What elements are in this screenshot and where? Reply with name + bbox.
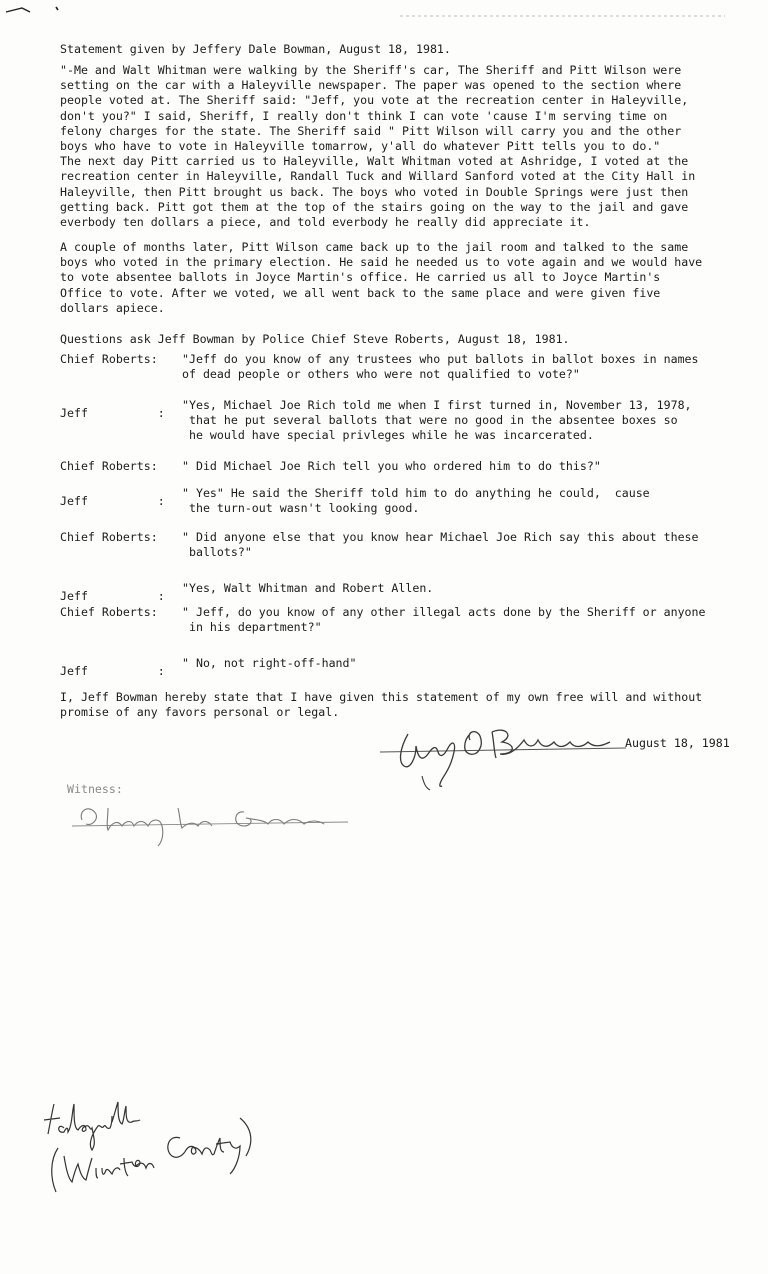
qa-line: "Jeff do you know of any trustees who put ballots in ballot boxes in names <box>182 352 699 366</box>
qa-line: " Did anyone else that you know hear Michael Joe Rich say this about these <box>182 530 699 544</box>
qa-line: of dead people or others who were not qualified to vote?" <box>182 367 580 381</box>
witness-signature <box>68 796 358 852</box>
declaration-text <box>60 690 702 720</box>
qa-speaker: Jeff : <box>60 589 165 603</box>
handwritten-note <box>40 1098 260 1208</box>
statement-heading: Statement given by Jeffery Dale Bowman, August 18, 1981. <box>60 42 451 56</box>
paragraph-line: boys who voted in the primary election. He said he needed us to vote again and we would have <box>60 255 703 270</box>
qa-text <box>182 581 433 596</box>
paragraph-line: Office to vote. After we voted, we all went back to the same place and were given five <box>60 285 661 300</box>
qa-text <box>182 486 650 516</box>
paragraph-line: everbody ten dollars a piece, and told everbody he really did appreciate it. <box>60 215 591 230</box>
qa-speaker: Jeff : <box>60 406 165 420</box>
paragraph-line: getting back. Pitt got them at the top of the stairs going on the way to the jail and gave <box>60 199 689 214</box>
qa-speaker: Chief Roberts: <box>60 459 158 473</box>
signature-jeff-bowman <box>378 718 638 798</box>
statement-paragraph-2 <box>60 240 702 316</box>
qa-text <box>182 656 357 671</box>
paragraph-line: don't you?" I said, Sheriff, I really don't think I can vote 'cause I'm serving time on <box>60 108 668 123</box>
qa-speaker: Chief Roberts: <box>60 530 158 544</box>
qa-speaker: Jeff : <box>60 664 165 678</box>
qa-line: ballots?" <box>182 545 252 559</box>
signature-jeff-bowman-svg <box>378 718 638 798</box>
qa-speaker: Chief Roberts: <box>60 352 158 366</box>
witness-signature-svg <box>68 796 358 852</box>
paragraph-line: A couple of months later, Pitt Wilson came back up to the jail room and talked to the same <box>60 240 689 254</box>
qa-line: " Yes" He said the Sheriff told him to do anything he could, cause <box>182 486 650 500</box>
qa-line: "Yes, Michael Joe Rich told me when I first turned in, November 13, 1978, <box>182 398 692 412</box>
paragraph-line: The next day Pitt carried us to Haleyville, Walt Whitman voted at Ashridge, I voted at the <box>60 154 689 169</box>
paragraph-line: felony charges for the state. The Sheriff said " Pitt Wilson will carry you and the other <box>60 123 682 138</box>
paragraph-line: to vote absentee ballots in Joyce Martin's office. He carried us all to Joyce Martin's <box>60 270 661 285</box>
qa-line: " Jeff, do you know of any other illegal acts done by the Sheriff or anyone <box>182 605 706 619</box>
declaration-line: I, Jeff Bowman hereby state that I have given this statement of my own free will and without <box>60 690 703 704</box>
qa-speaker: Jeff : <box>60 494 165 508</box>
qa-line: in his department?" <box>182 620 322 634</box>
qa-text <box>182 459 601 474</box>
statement-paragraph-1 <box>60 63 695 230</box>
declaration-line: promise of any favors personal or legal. <box>60 705 340 720</box>
qa-speaker: Chief Roberts: <box>60 605 158 619</box>
qa-text <box>182 352 699 382</box>
qa-line: that he put several ballots that were no good in the absentee boxes so <box>182 413 678 427</box>
scan-top-edge <box>0 0 768 24</box>
qa-line: " Did Michael Joe Rich tell you who ordered him to do this?" <box>182 459 601 473</box>
qa-line: " No, not right-off-hand" <box>182 656 357 670</box>
signature-date: August 18, 1981 <box>625 736 730 750</box>
paragraph-line: dollars apiece. <box>60 300 165 315</box>
paragraph-line: "-Me and Walt Whitman were walking by the Sheriff's car, The Sheriff and Pitt Wilson were <box>60 63 682 77</box>
paragraph-line: Haleyville, then Pitt brought us back. The boys who voted in Double Springs were just then <box>60 184 689 199</box>
paragraph-line: people voted at. The Sheriff said: "Jeff, you vote at the recreation center in Haleyville, <box>60 93 689 108</box>
questions-heading: Questions ask Jeff Bowman by Police Chief Steve Roberts, August 18, 1981. <box>60 332 570 346</box>
qa-line: he would have special privleges while he was incarcerated. <box>182 428 594 442</box>
handwritten-note-svg <box>40 1098 260 1208</box>
qa-line: "Yes, Walt Whitman and Robert Allen. <box>182 581 434 595</box>
qa-line: the turn-out wasn't looking good. <box>182 501 420 515</box>
qa-text <box>182 605 706 635</box>
paragraph-line: recreation center in Haleyville, Randall Tuck and Willard Sanford voted at the City Hall in <box>60 169 696 184</box>
paragraph-line: setting on the car with a Haleyville newspaper. The paper was opened to the section where <box>60 78 682 93</box>
qa-text <box>182 398 692 443</box>
qa-text <box>182 530 699 560</box>
witness-label: Witness: <box>67 782 123 796</box>
paragraph-line: boys who have to vote in Haleyville tomarrow, y'all do whatever Pitt tells you to do." <box>60 139 661 154</box>
